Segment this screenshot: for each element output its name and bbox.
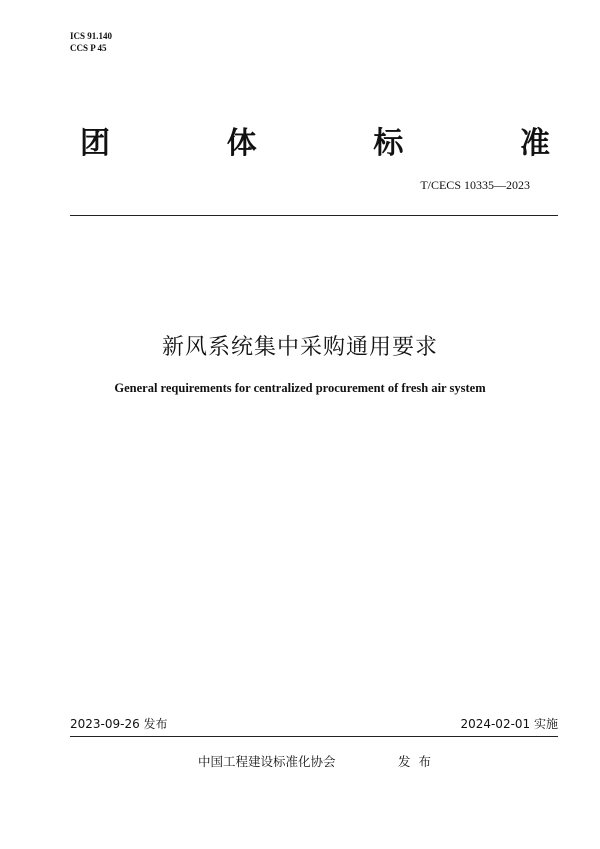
doc-type-char: 准 xyxy=(519,126,550,161)
classification-codes xyxy=(70,30,112,54)
ccs-code: CCS P 45 xyxy=(70,43,107,53)
doc-type-char: 体 xyxy=(226,126,257,161)
doc-type-char: 标 xyxy=(373,126,404,161)
title-chinese: 新风系统集中采购通用要求 xyxy=(161,335,438,360)
implementation-date: 2024-02-01 实施 xyxy=(460,717,558,731)
standard-number: T/CECS 10335—2023 xyxy=(420,178,530,192)
issuer-action: 发布 xyxy=(398,754,440,769)
document-type-heading xyxy=(80,118,550,162)
issuing-organization: 中国工程建设标准化协会 xyxy=(198,754,336,769)
top-divider xyxy=(70,215,558,216)
ics-code: ICS 91.140 xyxy=(70,31,113,41)
title-english: General requirements for centralized procurement of fresh air system xyxy=(114,381,486,395)
bottom-divider xyxy=(70,736,558,737)
doc-type-char: 团 xyxy=(80,126,110,161)
issue-date: 2023-09-26 发布 xyxy=(70,717,168,731)
